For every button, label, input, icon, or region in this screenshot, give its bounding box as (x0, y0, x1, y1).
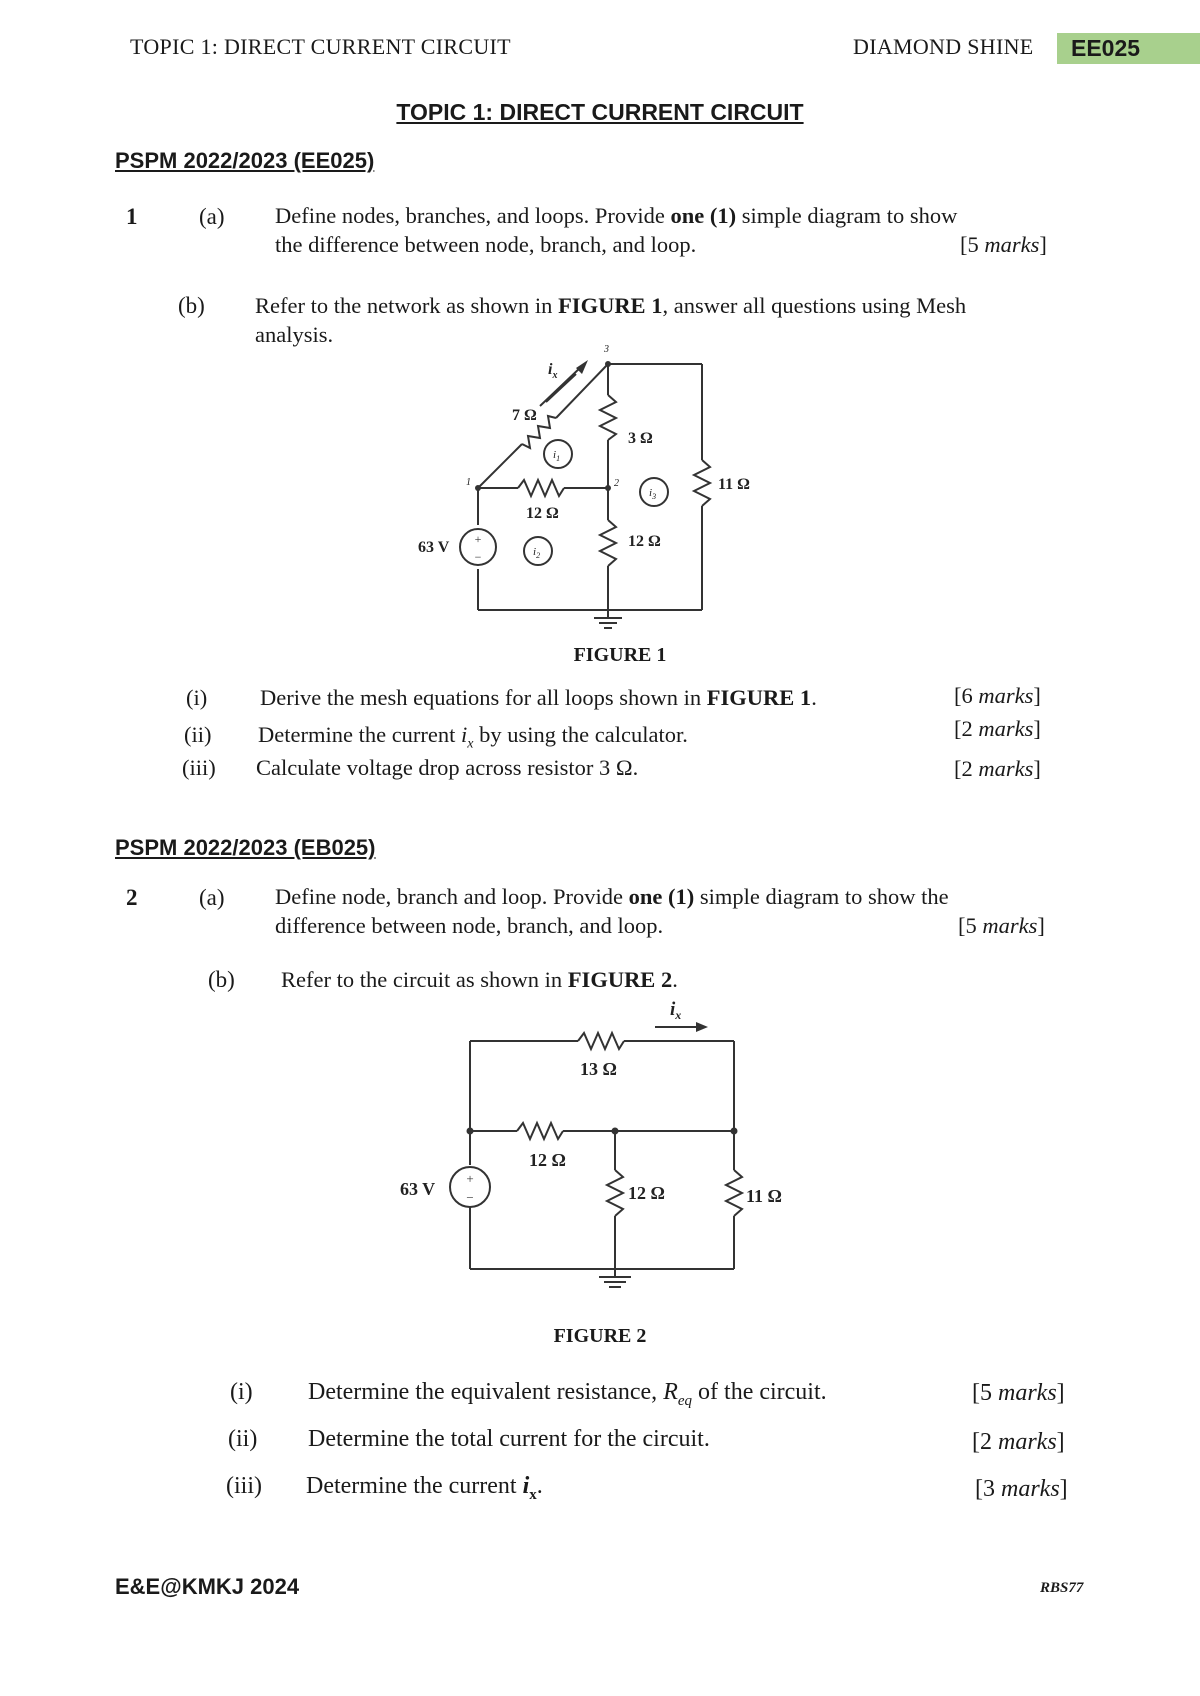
label-13-ohm: 13 Ω (580, 1059, 617, 1079)
question-number-2: 2 (126, 885, 138, 910)
label-ix: i (670, 999, 676, 1020)
q2b-part-i-post: of the circuit. (692, 1379, 827, 1405)
q2a-label: (a) (199, 885, 225, 910)
footer-copyright: E&E@KMKJ 2024 (115, 1574, 300, 1599)
label-12-ohm-vertical: 12 Ω (628, 533, 661, 550)
q1a-line1-bold: one (1) (670, 203, 737, 228)
footer-code: RBS77 (1040, 1580, 1084, 1596)
mesh-sub-2: 2 (536, 551, 541, 560)
page-title: TOPIC 1: DIRECT CURRENT CIRCUIT (396, 99, 804, 125)
q1b-part-iii-marks (954, 756, 1041, 782)
q1b-part-ii-var-sub: x (467, 736, 474, 752)
q1b-line1-post: , answer all questions using Mesh (662, 293, 967, 318)
label-7-ohm: 7 Ω (512, 407, 537, 424)
q2a-text (275, 882, 1075, 940)
q2b-part-i-label: (i) (230, 1379, 253, 1405)
q2b-text (281, 965, 678, 994)
q1b-line1-pre: Refer to the network as shown in (255, 293, 559, 318)
q2a-line1-bold: one (1) (628, 884, 695, 909)
marks-word: marks (998, 1380, 1057, 1406)
q2b-part-i-marks (972, 1380, 1065, 1407)
q1b-part-iii-label: (iii) (182, 755, 216, 780)
figure-2-circuit (390, 995, 810, 1295)
q2b-part-iii-label: (iii) (226, 1473, 262, 1499)
label-ix-sub: x (675, 1008, 682, 1022)
marks-close: ] (1059, 1476, 1068, 1502)
figure-1-circuit (400, 340, 760, 640)
q1b-part-ii-marks (954, 716, 1041, 742)
q1b-part-i-bold: FIGURE 1 (706, 685, 812, 710)
q2b-part-iii-marks (975, 1476, 1068, 1503)
q1b-part-ii-label: (ii) (184, 722, 212, 747)
q1a-marks-close: ] (1039, 232, 1047, 257)
q2a-line1-pre: Define node, branch and loop. Provide (275, 884, 629, 909)
arrowhead (576, 360, 588, 374)
q2b-part-iii-text (306, 1472, 543, 1510)
q1b-part-iii-text: Calculate voltage drop across resistor 3 Ω. (256, 755, 639, 780)
label-63-v: 63 V (418, 539, 450, 556)
marks-num: [2 (954, 716, 979, 741)
q1b-line1-bold: FIGURE 1 (558, 293, 663, 318)
q2a-marks (958, 913, 1045, 939)
q1b-part-i-text (260, 683, 817, 712)
node-label-1: 1 (466, 477, 471, 488)
svg-text:i1 (553, 449, 560, 463)
q2b-part-i-var: R (663, 1379, 678, 1405)
q1a-line2: the difference between node, branch, and loop. (275, 232, 697, 257)
header-course-badge: EE025 (1057, 33, 1200, 64)
label-11-ohm: 11 Ω (746, 1186, 782, 1206)
q2a-marks-close: ] (1037, 913, 1045, 938)
marks-close: ] (1056, 1380, 1065, 1406)
figure-1-caption: FIGURE 1 (573, 644, 667, 666)
current-arrow-ix (540, 366, 582, 406)
mesh-sub-3: 3 (652, 492, 657, 501)
q2b-part-ii-label: (ii) (228, 1426, 258, 1452)
svg-text:i3 (649, 487, 656, 501)
q2a-line2: difference between node, branch, and loop. (275, 913, 664, 938)
q2b-part-iii-var: i (522, 1473, 530, 1499)
q1b-part-ii-post: by using the calculator. (473, 722, 688, 747)
q1a-line1-post: simple diagram to show (736, 203, 958, 228)
resistor-12-ohm-horizontal (518, 480, 564, 496)
q2b-part-ii-marks (972, 1429, 1065, 1456)
svg-text:−: − (474, 550, 482, 564)
q2a-line1-post: simple diagram to show the (694, 884, 949, 909)
q1b-part-i-pre: Derive the mesh equations for all loops shown in (260, 685, 707, 710)
q1a-marks (960, 232, 1047, 258)
marks-close: ] (1033, 683, 1041, 708)
q2a-line1 (275, 882, 1075, 911)
q1a-marks-word: marks (984, 232, 1040, 257)
label-12-ohm-horizontal: 12 Ω (526, 505, 559, 522)
wire (478, 444, 522, 488)
q2b-line1-pre: Refer to the circuit as shown in (281, 967, 568, 992)
q2a-marks-num: [5 (958, 913, 983, 938)
q1a-line1 (275, 201, 1075, 230)
q2b-part-iii-post: . (536, 1473, 543, 1499)
marks-close: ] (1033, 756, 1041, 781)
svg-text:+: + (474, 532, 482, 546)
resistor-12-ohm-vertical (600, 520, 616, 566)
q2b-part-i-var-sub: eq (677, 1392, 693, 1409)
label-ix: i (548, 361, 553, 378)
marks-word: marks (978, 683, 1034, 708)
q1b-line2: analysis. (255, 322, 334, 347)
resistor-11-ohm (726, 1170, 742, 1216)
label-12-ohm-horizontal: 12 Ω (529, 1150, 566, 1170)
q1b-part-i-label: (i) (186, 685, 208, 710)
svg-text:−: − (466, 1190, 474, 1205)
header-series: DIAMOND SHINE (853, 34, 1034, 59)
svg-text:ix (548, 361, 557, 381)
q1a-text (275, 201, 1075, 259)
section-heading-ee025: PSPM 2022/2023 (EE025) (115, 148, 375, 173)
svg-text:ix (670, 999, 681, 1022)
mesh-label-i3: i (649, 487, 653, 499)
q1b-line1 (255, 291, 1105, 320)
q2b-part-iii-var-sub: x (529, 1486, 537, 1503)
marks-word: marks (998, 1429, 1057, 1455)
mesh-sub-1: 1 (556, 454, 561, 463)
marks-word: marks (978, 716, 1034, 741)
q1b-label: (b) (178, 293, 205, 318)
marks-close: ] (1056, 1429, 1065, 1455)
marks-close: ] (1033, 716, 1041, 741)
q1a-marks-num: [5 (960, 232, 985, 257)
q2b-line1-bold: FIGURE 2 (567, 967, 673, 992)
node-dot (467, 1128, 474, 1135)
marks-num: [6 (954, 683, 979, 708)
q2b-part-i-pre: Determine the equivalent resistance, (308, 1379, 664, 1405)
resistor-11-ohm (694, 460, 710, 506)
question-number-1: 1 (126, 204, 138, 229)
q2b-part-iii-pre: Determine the current (306, 1473, 523, 1499)
node-2-dot (605, 485, 611, 491)
q1b-part-i-post: . (811, 685, 817, 710)
marks-word: marks (978, 756, 1034, 781)
label-ix-sub: x (552, 370, 558, 381)
q2b-line1-post: . (672, 967, 678, 992)
figure-2-caption: FIGURE 2 (553, 1325, 647, 1347)
q1b-part-i-marks (954, 683, 1041, 709)
svg-text:+: + (466, 1171, 474, 1186)
svg-text:i2 (533, 546, 540, 560)
node-dot (731, 1128, 738, 1135)
marks-num: [3 (975, 1476, 1001, 1502)
marks-num: [2 (972, 1429, 998, 1455)
resistor-12-ohm-vertical (607, 1170, 623, 1216)
q1b-part-ii-var: i (461, 722, 468, 747)
node-label-3: 3 (604, 344, 609, 355)
current-arrow-ix (546, 374, 576, 402)
marks-num: [2 (954, 756, 979, 781)
q2b-label: (b) (208, 967, 235, 992)
node-1-dot (475, 485, 481, 491)
marks-word: marks (1001, 1476, 1060, 1502)
node-dot (612, 1128, 619, 1135)
q1a-line1-pre: Define nodes, branches, and loops. Provide (275, 203, 671, 228)
header-topic: TOPIC 1: DIRECT CURRENT CIRCUIT (130, 34, 511, 59)
label-12-ohm-vertical: 12 Ω (628, 1183, 665, 1203)
q1b-part-ii-pre: Determine the current (258, 722, 462, 747)
q2b-part-ii-text: Determine the total current for the circuit. (308, 1426, 710, 1452)
q2b-part-i-text (308, 1378, 827, 1416)
section-heading-eb025: PSPM 2022/2023 (EB025) (115, 835, 376, 860)
marks-num: [5 (972, 1380, 998, 1406)
node-label-2: 2 (614, 478, 619, 489)
resistor-13-ohm (578, 1033, 624, 1049)
mesh-label-i2: i (533, 546, 537, 558)
node-3-dot (605, 361, 611, 367)
resistor-12-ohm-horizontal (517, 1123, 563, 1139)
q2a-marks-word: marks (982, 913, 1038, 938)
label-11-ohm: 11 Ω (718, 476, 750, 493)
resistor-3-ohm (600, 395, 616, 440)
q1a-label: (a) (199, 204, 225, 229)
label-63-v: 63 V (400, 1179, 436, 1199)
mesh-label-i1: i (553, 449, 557, 461)
label-3-ohm: 3 Ω (628, 430, 653, 447)
arrowhead (696, 1022, 708, 1032)
